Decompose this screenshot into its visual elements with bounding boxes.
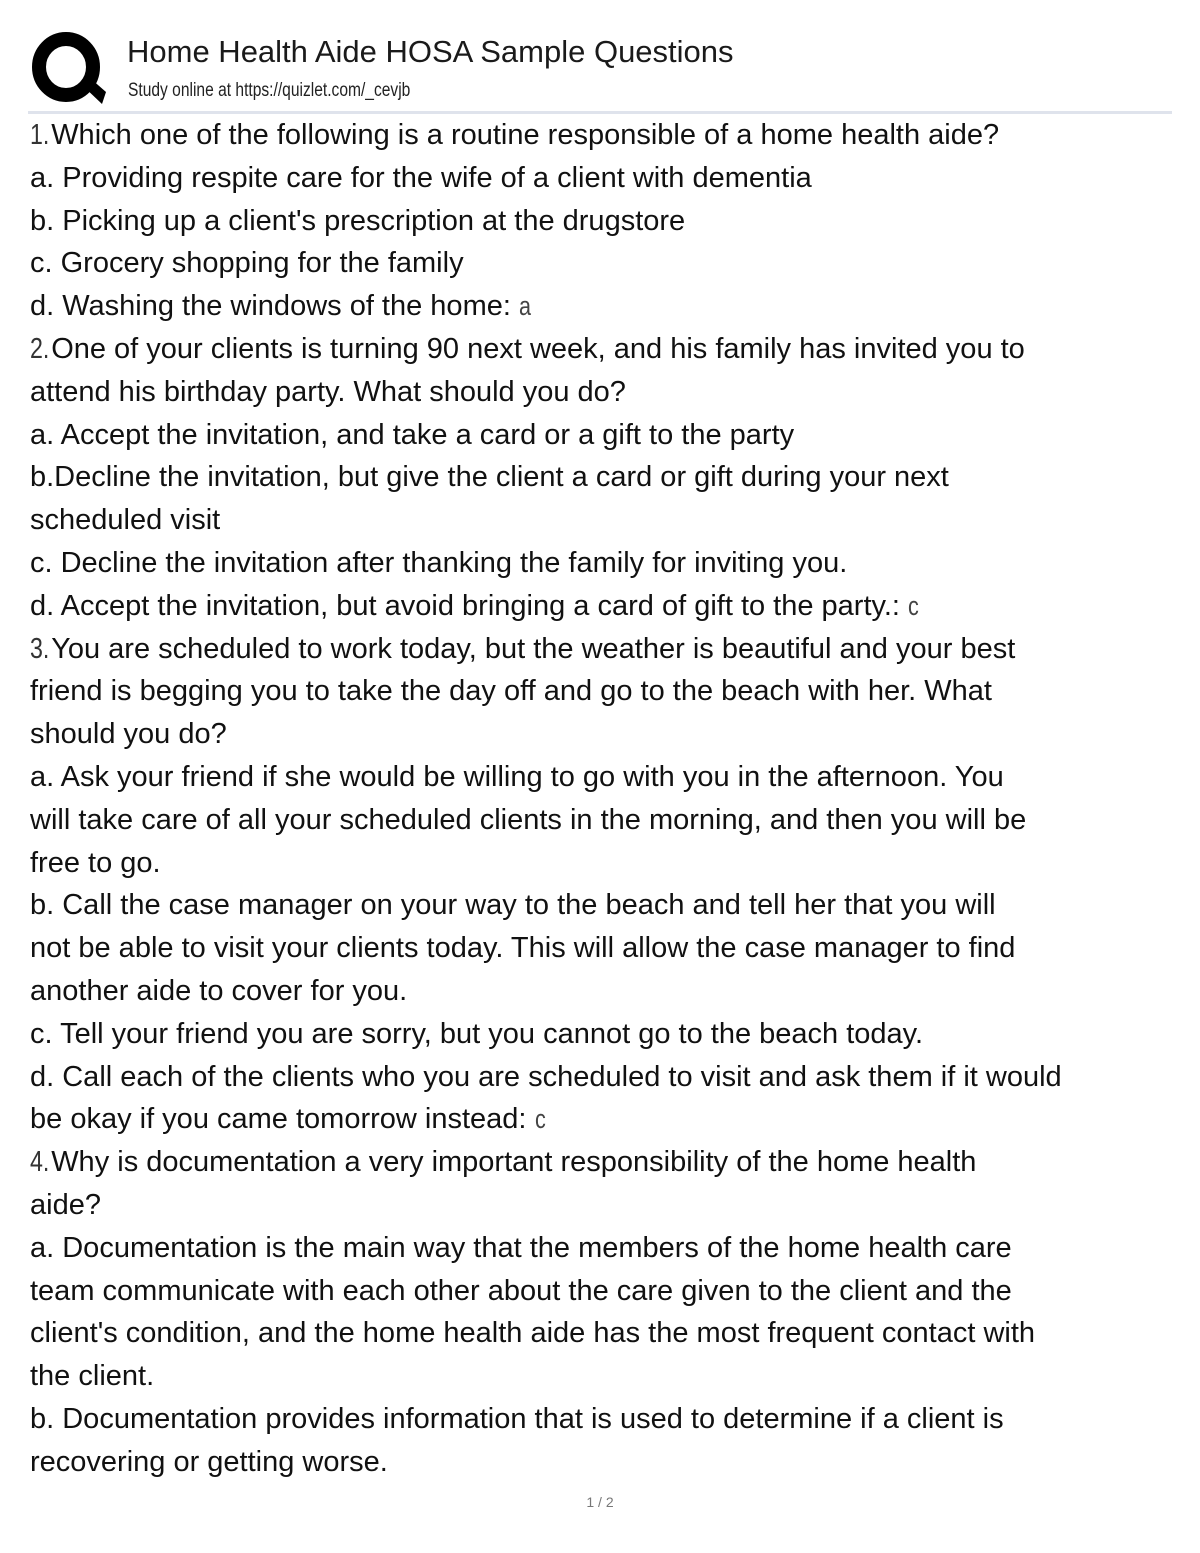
text-line	[30, 371, 1180, 414]
text-line	[30, 542, 1180, 585]
text-line	[30, 1355, 1180, 1398]
line-text: b. Call the case manager on your way to the beach and tell her that you will	[30, 889, 996, 922]
text-line	[30, 114, 1180, 157]
line-text: attend his birthday party. What should you do?	[30, 375, 626, 408]
text-line	[30, 157, 1180, 200]
line-text: a. Ask your friend if she would be willing to go with you in the afternoon. You	[30, 760, 1004, 793]
text-line	[30, 200, 1180, 243]
text-line	[30, 884, 1180, 927]
text-line	[30, 1398, 1180, 1441]
text-line	[30, 1270, 1180, 1313]
text-line	[30, 799, 1180, 842]
line-text: aide?	[30, 1188, 101, 1221]
text-line	[30, 670, 1180, 713]
study-link[interactable]: Study online at https://quizlet.com/_cevjb	[128, 80, 411, 101]
line-text: d. Washing the windows of the home:	[30, 290, 519, 323]
line-text: a. Providing respite care for the wife of a client with dementia	[30, 161, 812, 194]
line-text: be okay if you came tomorrow instead:	[30, 1103, 535, 1136]
text-line	[30, 756, 1180, 799]
question-number: 2.	[30, 332, 50, 365]
text-line	[30, 1141, 1180, 1184]
line-text: will take care of all your scheduled clients in the morning, and then you will be	[30, 803, 1027, 836]
text-line	[30, 1184, 1180, 1227]
text-line	[30, 499, 1180, 542]
text-line	[30, 1227, 1180, 1270]
line-text: free to go.	[30, 846, 161, 879]
line-text: a. Accept the invitation, and take a card or a gift to the party	[30, 418, 795, 451]
text-line	[30, 842, 1180, 885]
line-text: another aide to cover for you.	[30, 974, 408, 1007]
question-list	[30, 114, 1180, 1484]
text-line	[30, 1098, 1180, 1141]
text-line	[30, 628, 1180, 671]
line-text: team communicate with each other about the care given to the client and the	[30, 1274, 1012, 1307]
line-text: c. Tell your friend you are sorry, but you cannot go to the beach today.	[30, 1017, 924, 1050]
text-line	[30, 1312, 1180, 1355]
line-text: not be able to visit your clients today. This will allow the case manager to find	[30, 932, 1016, 965]
text-line	[30, 285, 1180, 328]
text-line	[30, 1013, 1180, 1056]
question-number: 4.	[30, 1146, 50, 1179]
line-text: scheduled visit	[30, 504, 221, 537]
line-text: One of your clients is turning 90 next week, and his family has invited you to	[51, 332, 1025, 365]
quizlet-logo-icon	[30, 30, 106, 106]
line-text: b. Picking up a client's prescription at the drugstore	[30, 204, 686, 237]
line-text: Why is documentation a very important responsibility of the home health	[51, 1146, 977, 1179]
question-number: 3.	[30, 632, 50, 665]
text-line	[30, 456, 1180, 499]
line-text: b. Documentation provides information that is used to determine if a client is	[30, 1402, 1004, 1435]
text-line	[30, 585, 1180, 628]
text-line	[30, 328, 1180, 371]
text-line	[30, 970, 1180, 1013]
answer-key: c	[534, 1104, 546, 1135]
line-text: the client.	[30, 1360, 155, 1393]
line-text: b.Decline the invitation, but give the client a card or gift during your next	[30, 461, 949, 494]
line-text: d. Accept the invitation, but avoid bringing a card of gift to the party.:	[30, 589, 909, 622]
text-line	[30, 242, 1180, 285]
line-text: a. Documentation is the main way that the members of the home health care	[30, 1231, 1012, 1264]
text-line	[30, 713, 1180, 756]
line-text: friend is begging you to take the day off and go to the beach with her. What	[30, 675, 992, 708]
line-text: c. Grocery shopping for the family	[30, 247, 464, 280]
question-number: 1.	[30, 119, 50, 151]
page-title: Home Health Aide HOSA Sample Questions	[127, 34, 734, 69]
line-text: recovering or getting worse.	[30, 1445, 388, 1478]
line-text: d. Call each of the clients who you are scheduled to visit and ask them if it would	[30, 1060, 1062, 1093]
answer-key: a	[518, 291, 531, 322]
line-text: should you do?	[30, 718, 227, 751]
line-text: c. Decline the invitation after thanking the family for inviting you.	[30, 546, 848, 579]
page-number: 1 / 2	[586, 1494, 614, 1510]
text-line	[30, 414, 1180, 457]
text-line	[30, 1441, 1180, 1484]
text-line	[30, 927, 1180, 970]
line-text: Which one of the following is a routine responsible of a home health aide?	[51, 119, 1000, 151]
line-text: You are scheduled to work today, but the weather is beautiful and your best	[51, 632, 1016, 665]
line-text: client's condition, and the home health aide has the most frequent contact with	[30, 1317, 1036, 1350]
answer-key: c	[908, 590, 919, 621]
text-line	[30, 1056, 1180, 1099]
